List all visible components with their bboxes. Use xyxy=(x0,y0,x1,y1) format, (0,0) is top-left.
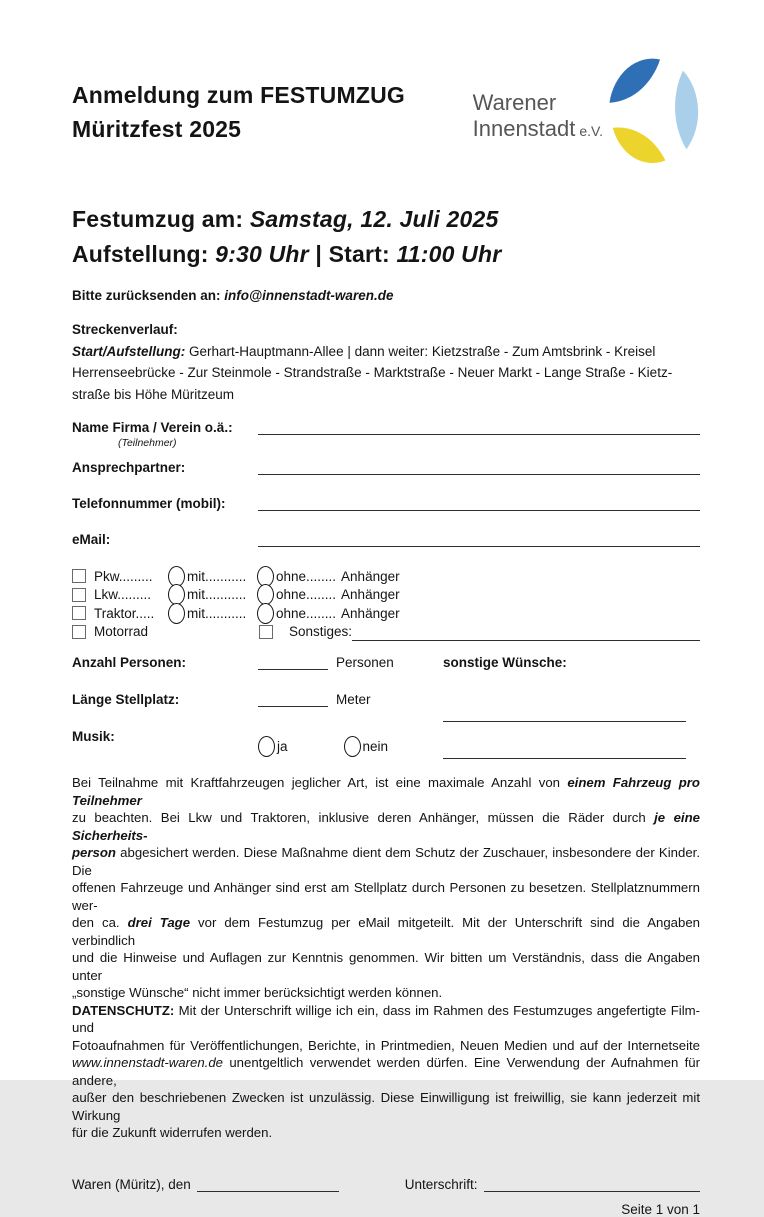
place-date-label: Waren (Müritz), den xyxy=(72,1176,191,1192)
route-section xyxy=(72,319,700,405)
rules-line: den ca. drei Tage vor dem Festumzug per eMail mitgeteilt. Mit der Unterschrift sind die Angaben verbindlich xyxy=(72,915,700,948)
rules-line: person abgesichert werden. Diese Maßnahme dient dem Schutz der Zuschauer, insbesondere der Kinder. Die xyxy=(72,845,700,878)
event-heading xyxy=(72,202,700,272)
vehicle-row-pkw xyxy=(72,567,700,586)
route-heading: Streckenverlauf: xyxy=(72,322,178,337)
privacy-line: für die Zukunft widerrufen werden. xyxy=(72,1125,273,1140)
music-yes-radio[interactable] xyxy=(258,736,275,757)
privacy-line: DATENSCHUTZ: Mit der Unterschrift willige ich ein, dass im Rahmen des Festumzuges angefertigte Film- und xyxy=(72,1002,700,1035)
swirl-logo-icon xyxy=(605,54,700,170)
event-date-line: Festumzug am: Samstag, 12. Juli 2025 xyxy=(72,206,499,232)
title-line-2: Müritzfest 2025 xyxy=(72,116,242,142)
lkw-checkbox[interactable] xyxy=(72,588,86,602)
music-yes-label: ja xyxy=(277,739,288,754)
lkw-anhaenger-label: Anhänger xyxy=(341,587,400,603)
length-field xyxy=(258,692,443,729)
persons-input-line[interactable] xyxy=(258,655,328,670)
name-sublabel: (Teilnehmer) xyxy=(118,437,177,449)
page-title xyxy=(72,78,405,146)
lkw-label: Lkw......... xyxy=(94,587,152,603)
traktor-anhaenger-label: Anhänger xyxy=(341,605,400,621)
terms-paragraphs xyxy=(72,774,700,1142)
persons-label: Anzahl Personen: xyxy=(72,655,187,670)
traktor-label: Traktor..... xyxy=(94,605,155,621)
vehicle-row-lkw xyxy=(72,586,700,605)
pkw-mit-label: mit........... xyxy=(187,568,247,584)
phone-input-line[interactable] xyxy=(258,493,700,511)
route-line: Start/Aufstellung: Gerhart-Hauptmann-Allee | dann weiter: Kietzstraße - Zum Amtsbrink - Kreisel xyxy=(72,343,656,359)
logo-text-line-2: Innenstadt e.V. xyxy=(472,116,603,141)
signature-label: Unterschrift: xyxy=(404,1176,478,1192)
vehicle-row-motorrad xyxy=(72,623,700,642)
phone-field-row xyxy=(72,491,700,511)
vehicle-row-traktor xyxy=(72,604,700,623)
music-no-radio[interactable] xyxy=(344,736,361,757)
signature-input-line[interactable] xyxy=(484,1176,700,1192)
page-number: Seite 1 von 1 xyxy=(621,1201,700,1217)
privacy-line: Fotoaufnahmen für Veröffentlichungen, Berichte, in Printmedien, Neuen Medien und auf der Internetseite xyxy=(72,1037,700,1053)
name-input-line[interactable] xyxy=(258,417,700,435)
motorrad-label: Motorrad xyxy=(94,624,149,640)
route-line: Herrenseebrücke - Zur Steinmole - Strandstraße - Marktstraße - Neuer Markt - Lange Straße - Kietz- xyxy=(72,365,673,380)
details-section xyxy=(72,655,700,766)
lkw-ohne-label: ohne........ xyxy=(276,587,337,603)
date-input-line[interactable] xyxy=(197,1176,339,1192)
sonstiges-input-line[interactable] xyxy=(352,626,700,641)
pkw-checkbox[interactable] xyxy=(72,569,86,583)
association-logo xyxy=(473,64,700,170)
traktor-mit-label: mit........... xyxy=(187,605,247,621)
persons-field xyxy=(258,655,443,692)
contact-field-row xyxy=(72,455,700,475)
contact-input-line[interactable] xyxy=(258,457,700,475)
contact-label: Ansprechpartner: xyxy=(72,460,186,475)
email-input-line[interactable] xyxy=(258,529,700,547)
sonstiges-label: Sonstiges: xyxy=(289,624,353,640)
traktor-mit-radio[interactable] xyxy=(168,603,185,624)
pkw-ohne-label: ohne........ xyxy=(276,568,337,584)
traktor-ohne-radio[interactable] xyxy=(257,603,274,624)
vehicle-section xyxy=(72,567,700,641)
sonstiges-checkbox[interactable] xyxy=(259,625,273,639)
route-line: straße bis Höhe Müritzeum xyxy=(72,386,235,402)
wishes-input-line-1[interactable] xyxy=(443,721,686,722)
title-line-1: Anmeldung zum FESTUMZUG xyxy=(72,82,405,108)
pkw-anhaenger-label: Anhänger xyxy=(341,568,400,584)
persons-unit: Personen xyxy=(336,655,394,670)
header xyxy=(72,78,700,170)
rules-line: zu beachten. Bei Lkw und Traktoren, inklusive deren Anhänger, müssen die Räder durch je eine Sicherheits- xyxy=(72,810,700,843)
wishes-input-line-2[interactable] xyxy=(443,758,686,759)
logo-text xyxy=(473,90,603,144)
rules-line: und die Hinweise und Auflagen zur Kenntnis genommen. Wir bitten um Verständnis, dass die Angaben unter xyxy=(72,950,700,983)
event-time-line: Aufstellung: 9:30 Uhr | Start: 11:00 Uhr xyxy=(72,241,502,267)
name-label: Name Firma / Verein o.ä.: xyxy=(72,420,233,435)
form-fields xyxy=(72,415,700,547)
length-unit: Meter xyxy=(336,692,371,707)
privacy-line: www.innenstadt-waren.de unentgeltlich verwendet werden dürfen. Eine Verwendung der Aufnahmen für andere, xyxy=(72,1055,700,1088)
privacy-line: außer den beschriebenen Zwecken ist unzulässig. Diese Einwilligung ist freiwillig, sie kann jederzeit mit Wirkung xyxy=(72,1090,700,1123)
motorrad-checkbox[interactable] xyxy=(72,625,86,639)
rules-line: Bei Teilnahme mit Kraftfahrzeugen jeglicher Art, ist eine maximale Anzahl von einem Fahrzeug pro Teilnehmer xyxy=(72,775,700,808)
logo-suffix: e.V. xyxy=(579,123,603,139)
music-options xyxy=(258,727,443,766)
phone-label: Telefonnummer (mobil): xyxy=(72,496,226,511)
wishes-label: sonstige Wünsche: xyxy=(443,655,567,670)
name-field-row xyxy=(72,415,700,435)
lkw-mit-label: mit........... xyxy=(187,587,247,603)
length-label: Länge Stellplatz: xyxy=(72,692,180,707)
pkw-label: Pkw......... xyxy=(94,568,153,584)
music-no-label: nein xyxy=(362,739,389,754)
return-note: Bitte zurücksenden an: info@innenstadt-waren.de xyxy=(72,288,394,303)
email-field-row xyxy=(72,527,700,547)
signature-row xyxy=(72,1172,700,1192)
logo-text-line-1: Warener xyxy=(472,90,557,115)
rules-line: „sonstige Wünsche“ nicht immer berücksichtigt werden können. xyxy=(72,985,443,1000)
email-label: eMail: xyxy=(72,532,111,547)
music-label: Musik: xyxy=(72,729,115,744)
rules-line: offenen Fahrzeuge und Anhänger sind erst am Stellplatz durch Personen zu besetzen. Stellplatznummern wer- xyxy=(72,880,700,913)
length-input-line[interactable] xyxy=(258,692,328,707)
traktor-ohne-label: ohne........ xyxy=(276,605,337,621)
traktor-checkbox[interactable] xyxy=(72,606,86,620)
